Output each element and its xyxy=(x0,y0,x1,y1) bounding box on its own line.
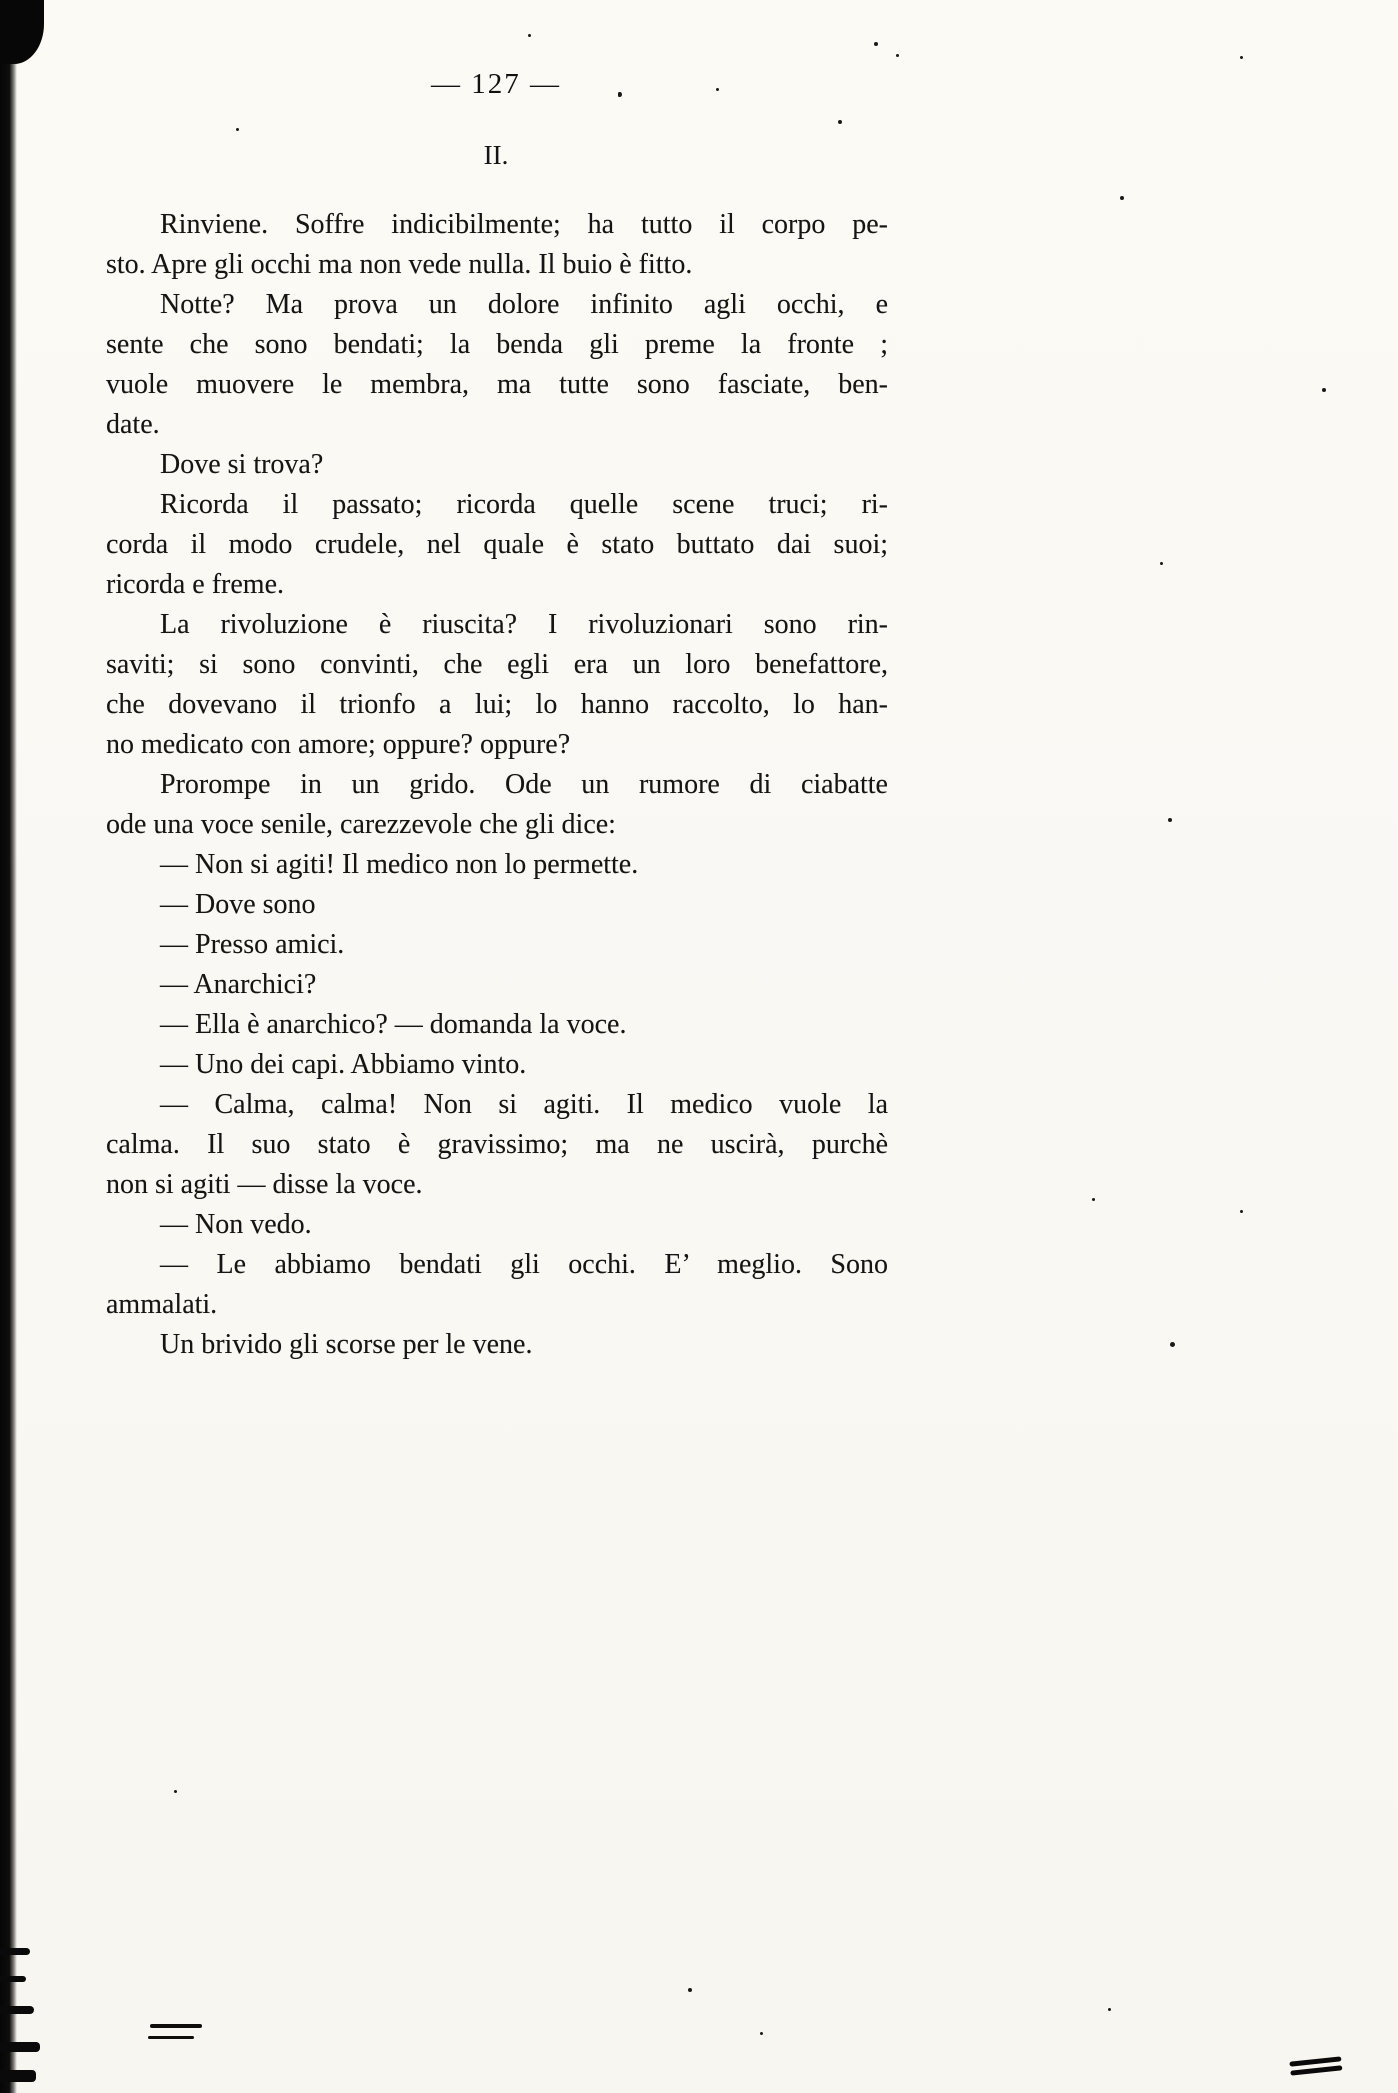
text-line: ammalati. xyxy=(106,1289,218,1320)
scan-speck xyxy=(716,88,719,91)
spine-streak xyxy=(0,2042,40,2052)
book-spine-shadow xyxy=(0,0,17,2093)
text-line: — Calma, calma! Non si agiti. Il medico vuole la xyxy=(160,1089,888,1120)
text-line: sente che sono bendati; la benda gli preme la fronte ; xyxy=(106,329,888,360)
chapter-heading: II. xyxy=(483,140,509,170)
spine-streak xyxy=(0,2006,34,2014)
paragraph xyxy=(106,1325,888,1365)
scan-speck xyxy=(1322,388,1326,392)
paragraph xyxy=(106,485,888,605)
scan-speck xyxy=(528,34,531,37)
text-line: — Anarchici? xyxy=(160,969,317,1000)
paragraph xyxy=(106,925,888,965)
scan-speck xyxy=(688,1988,692,1992)
paragraph xyxy=(106,1045,888,1085)
text-block xyxy=(106,205,888,1365)
text-line: saviti; si sono convinti, che egli era un loro benefattore, xyxy=(106,649,888,680)
scan-speck xyxy=(174,1790,177,1793)
text-line: — Le abbiamo bendati gli occhi. E’ meglio. Sono xyxy=(160,1249,888,1280)
text-line: Prorompe in un grido. Ode un rumore di ciabatte xyxy=(160,769,888,800)
scan-mark-dash xyxy=(148,2036,194,2039)
scan-speck xyxy=(1168,818,1172,822)
scan-speck xyxy=(896,54,899,57)
paragraph xyxy=(106,765,888,845)
paragraph xyxy=(106,205,888,285)
paragraph xyxy=(106,885,888,925)
spine-streak xyxy=(0,1976,26,1982)
text-line: date. xyxy=(106,409,160,440)
text-line: — Ella è anarchico? — domanda la voce. xyxy=(160,1009,627,1040)
scan-speck xyxy=(1160,562,1163,565)
paragraph xyxy=(106,845,888,885)
spine-streak xyxy=(0,2070,36,2082)
text-line: — Uno dei capi. Abbiamo vinto. xyxy=(160,1049,527,1080)
scan-speck xyxy=(1120,196,1124,200)
text-line: che dovevano il trionfo a lui; lo hanno raccolto, lo han- xyxy=(106,689,888,720)
text-line: Ricorda il passato; ricorda quelle scene truci; ri- xyxy=(160,489,888,520)
scan-speck xyxy=(1108,2008,1111,2011)
text-line: La rivoluzione è riuscita? I rivoluzionari sono rin- xyxy=(160,609,888,640)
page-number: — 127 — xyxy=(431,68,561,100)
paragraph xyxy=(106,445,888,485)
text-line: — Presso amici. xyxy=(160,929,345,960)
scan-speck xyxy=(1240,1210,1243,1213)
text-line: Rinviene. Soffre indicibilmente; ha tutto il corpo pe- xyxy=(160,209,888,240)
paragraph xyxy=(106,605,888,765)
text-line: vuole muovere le membra, ma tutte sono fasciate, ben- xyxy=(106,369,888,400)
text-line: — Non vedo. xyxy=(160,1209,312,1240)
scan-speck xyxy=(760,2032,763,2035)
scan-speck xyxy=(1170,1342,1175,1347)
text-line: Notte? Ma prova un dolore infinito agli occhi, e xyxy=(160,289,888,320)
text-line: — Dove sono xyxy=(160,889,316,920)
scan-mark-dash xyxy=(150,2024,202,2028)
text-line: corda il modo crudele, nel quale è stato buttato dai suoi; xyxy=(106,529,888,560)
paragraph xyxy=(106,965,888,1005)
text-line: no medicato con amore; oppure? oppure? xyxy=(106,729,571,760)
text-line: sto. Apre gli occhi ma non vede nulla. Il buio è fitto. xyxy=(106,249,693,280)
scan-speck xyxy=(618,92,622,97)
paragraph xyxy=(106,1245,888,1325)
paragraph xyxy=(106,1005,888,1045)
paragraph xyxy=(106,1205,888,1245)
scan-speck xyxy=(236,128,239,131)
text-line: non si agiti — disse la voce. xyxy=(106,1169,423,1200)
scan-mark-squiggle xyxy=(1289,2056,1342,2077)
text-line: Dove si trova? xyxy=(160,449,324,480)
text-line: ode una voce senile, carezzevole che gli dice: xyxy=(106,809,616,840)
spine-ink-blot-top xyxy=(0,0,44,64)
text-line: ricorda e freme. xyxy=(106,569,284,600)
paragraph xyxy=(106,1085,888,1205)
text-line: calma. Il suo stato è gravissimo; ma ne uscirà, purchè xyxy=(106,1129,888,1160)
scan-speck xyxy=(1092,1198,1095,1201)
paragraph xyxy=(106,285,888,445)
scan-speck xyxy=(874,42,878,46)
scan-speck xyxy=(1240,56,1243,59)
text-line: — Non si agiti! Il medico non lo permette. xyxy=(160,849,639,880)
spine-streak xyxy=(0,1948,30,1955)
text-line: Un brivido gli scorse per le vene. xyxy=(160,1329,533,1360)
scan-speck xyxy=(838,120,842,124)
